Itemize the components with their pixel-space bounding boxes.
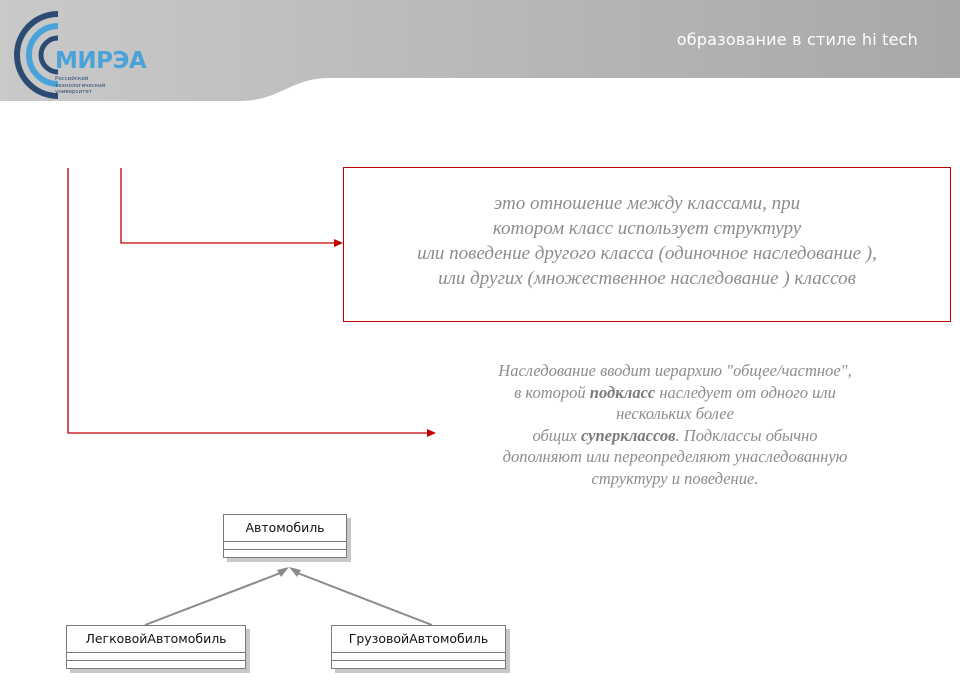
uml-class-truck (331, 625, 506, 669)
text-span: Наследование вводит иерархию "общее/частное", (498, 361, 852, 380)
logo-subtitle-line: Российский (55, 76, 89, 82)
text-span: дополняют или переопределяют унаследованную (502, 447, 848, 466)
class-attributes (332, 653, 505, 661)
class-operations (224, 550, 346, 557)
text-span: общих (532, 425, 581, 445)
logo-subtitle-line: университет (55, 89, 92, 95)
class-name: ГрузовойАвтомобиль (332, 626, 505, 653)
text-span: в которой (514, 382, 590, 402)
definition-line: или поведение другого класса (одиночное наследование ), (417, 243, 877, 264)
class-name: ЛегковойАвтомобиль (67, 626, 245, 653)
definition-line: или других (множественное наследование ) классов (438, 268, 856, 289)
definition-line: это отношение между классами, при (493, 193, 801, 214)
header-tagline: образование в стиле hi tech (676, 30, 918, 49)
class-attributes (67, 653, 245, 661)
term-subclass: подкласс (589, 382, 656, 402)
class-name: Автомобиль (224, 515, 346, 542)
uml-class-passenger-car (66, 625, 246, 669)
text-span: нескольких более (616, 404, 734, 423)
uml-class-automobile (223, 514, 347, 558)
class-attributes (224, 542, 346, 550)
logo-subtitle-line: технологический (55, 82, 106, 89)
text-span: наследует от одного или (655, 382, 836, 402)
inheritance-line-left (145, 572, 283, 625)
term-superclasses: суперклассов (580, 425, 676, 445)
class-operations (332, 661, 505, 668)
text-span: структуру и поведение. (591, 468, 759, 488)
inheritance-arrowhead-icon (289, 567, 301, 577)
definition-line: котором класс использует структуру (492, 218, 802, 239)
logo-name: МИРЭА (55, 48, 147, 74)
inheritance-line-right (295, 572, 432, 625)
text-span: . Подклассы обычно (675, 425, 818, 445)
inheritance-arrowhead-icon (277, 567, 289, 577)
class-operations (67, 661, 245, 668)
